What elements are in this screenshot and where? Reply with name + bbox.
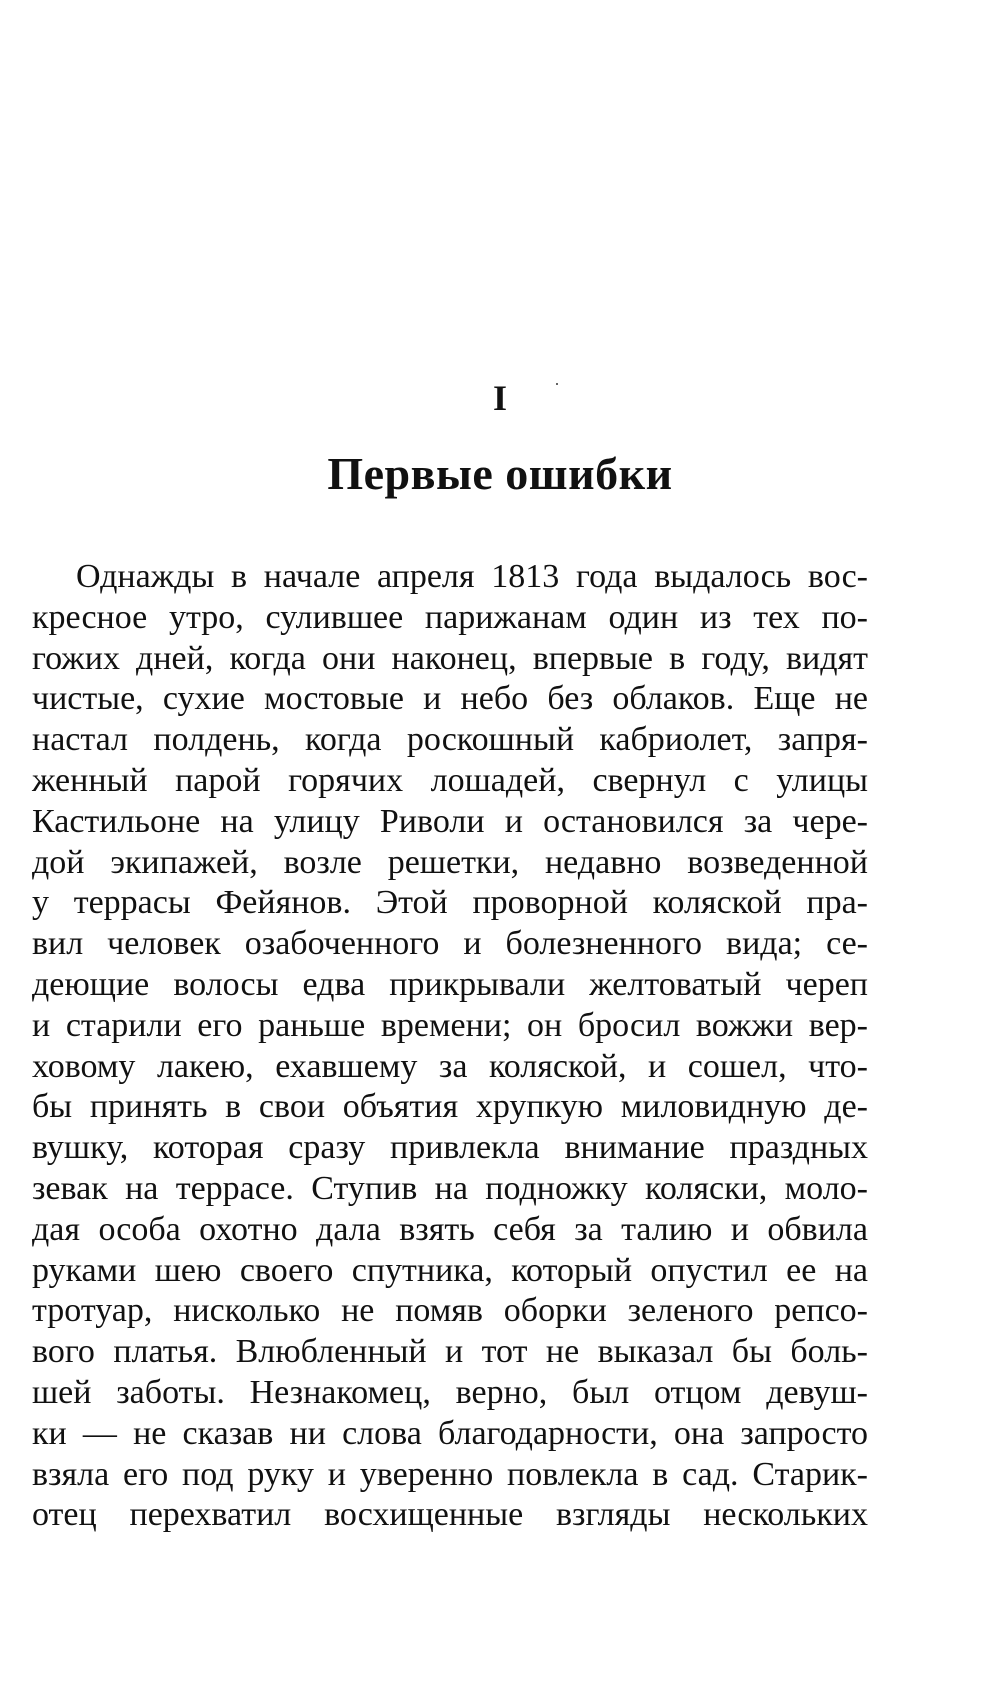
text-line: вушку, которая сразу привлекла внимание праздных xyxy=(32,1129,868,1167)
text-line: взяла его под руку и уверенно повлекла в сад. Старик- xyxy=(32,1455,868,1493)
text-line: ховому лакею, ехавшему за коляской, и сошел, что- xyxy=(32,1047,868,1085)
text-line: отец перехватил восхищенные взгляды нескольких xyxy=(32,1496,868,1534)
text-line: и старили его раньше времени; он бросил вожжи вер- xyxy=(32,1006,868,1044)
chapter-number: I xyxy=(492,378,507,418)
text-line: чистые, сухие мостовые и небо без облаков. Еще не xyxy=(32,680,868,718)
text-line: женный парой горячих лошадей, свернул с улицы xyxy=(32,761,868,799)
text-line: тротуар, нисколько не помяв оборки зеленого репсо- xyxy=(32,1292,868,1330)
text-line: деющие волосы едва прикрывали желтоватый череп xyxy=(32,965,868,1003)
text-line: Кастильоне на улицу Риволи и остановился за чере- xyxy=(32,802,868,840)
text-line: бы принять в свои объятия хрупкую миловидную де- xyxy=(32,1088,868,1126)
text-line: шей заботы. Незнакомец, верно, был отцом девуш- xyxy=(32,1373,868,1411)
text-line: гожих дней, когда они наконец, впервые в году, видят xyxy=(32,639,868,677)
chapter-title: Первые ошибки xyxy=(327,448,673,499)
text-line: кресное утро, сулившее парижанам один из тех по- xyxy=(32,598,868,636)
text-line: вил человек озабоченного и болезненного вида; се- xyxy=(32,925,868,963)
text-line: зевак на террасе. Ступив на подножку коляски, моло- xyxy=(32,1169,868,1207)
body-paragraph xyxy=(32,557,868,1536)
text-line: руками шею своего спутника, который опустил ее на xyxy=(32,1251,868,1289)
text-line: Однажды в начале апреля 1813 года выдалось вос- xyxy=(76,558,868,595)
text-line: дой экипажей, возле решетки, недавно возведенной xyxy=(32,843,868,881)
text-line: вого платья. Влюбленный и тот не выказал бы боль- xyxy=(32,1333,868,1371)
text-line: дая особа охотно дала взять себя за талию и обвила xyxy=(32,1210,868,1248)
text-line: ки — не сказав ни слова благодарности, она запросто xyxy=(32,1414,868,1452)
text-line: у террасы Фейянов. Этой проворной коляской пра- xyxy=(32,884,868,922)
text-line: настал полдень, когда роскошный кабриолет, запря- xyxy=(32,721,868,759)
